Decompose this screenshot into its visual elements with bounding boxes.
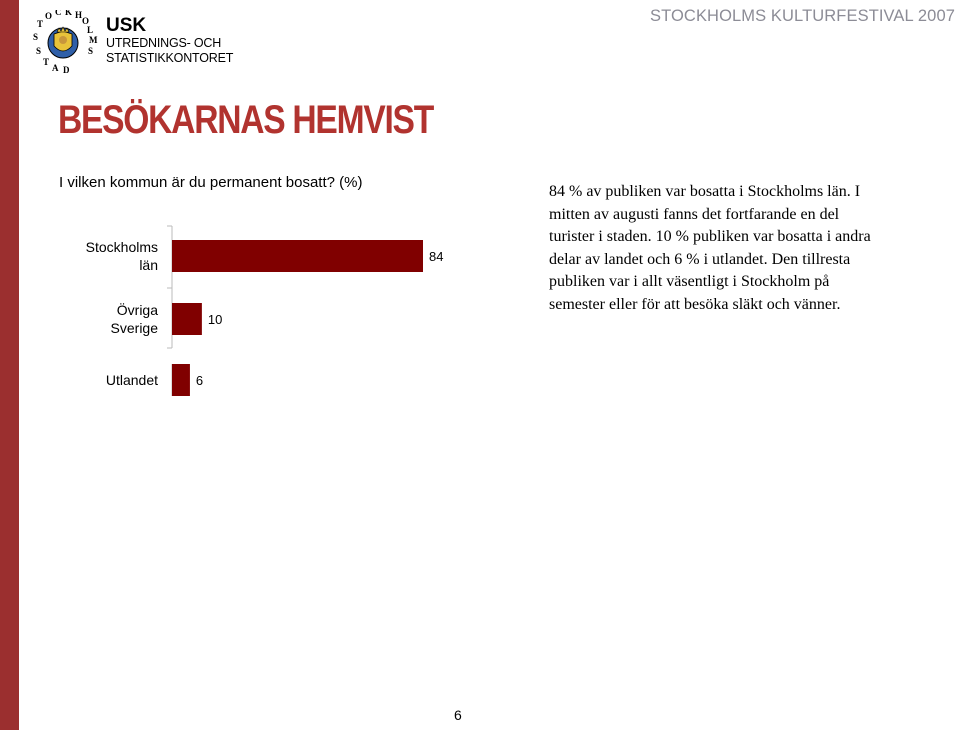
- bar-value-label-0: 84: [429, 249, 444, 264]
- chart-question: I vilken kommun är du permanent bosatt? (%): [59, 174, 363, 191]
- svg-text:D: D: [63, 65, 70, 75]
- org-line-1: UTREDNINGS- OCH: [106, 36, 222, 50]
- category-label-0-1: län: [139, 257, 158, 273]
- bar-value-label-1: 10: [207, 312, 223, 327]
- svg-text:M: M: [89, 35, 98, 45]
- festival-header: STOCKHOLMS KULTURFESTIVAL 2007: [650, 7, 955, 25]
- page-number: 6: [454, 707, 462, 723]
- svg-text:A: A: [52, 63, 59, 73]
- svg-text:H: H: [75, 10, 83, 20]
- org-line-2: STATISTIKKONTORET: [106, 51, 234, 65]
- svg-text:O: O: [82, 16, 90, 26]
- side-accent-bar: [0, 0, 19, 730]
- category-label-1-0: Övriga: [116, 302, 158, 318]
- org-abbreviation: USK: [106, 15, 147, 36]
- residence-bar-chart: [60, 218, 460, 418]
- category-label-1-1: Sverige: [110, 320, 158, 336]
- stockholm-city-seal-logo: [28, 10, 98, 76]
- svg-text:S: S: [88, 46, 94, 56]
- svg-text:C: C: [55, 10, 62, 17]
- svg-text:T: T: [37, 19, 44, 29]
- category-label-2-0: Utlandet: [105, 372, 158, 388]
- bar-value-label-2: 6: [195, 373, 204, 388]
- page-title: BESÖKARNAS HEMVIST: [58, 98, 433, 142]
- svg-text:O: O: [45, 11, 53, 21]
- svg-text:T: T: [43, 57, 50, 67]
- category-label-0-0: Stockholms: [85, 239, 158, 255]
- svg-text:S: S: [36, 46, 42, 56]
- bar-1: [172, 303, 202, 335]
- svg-text:L: L: [87, 25, 94, 35]
- svg-text:S: S: [33, 32, 39, 42]
- org-name: [106, 16, 233, 66]
- bar-2: [172, 364, 190, 396]
- svg-text:K: K: [65, 10, 73, 17]
- bar-0: [172, 240, 423, 272]
- description-text: 84 % av publiken var bosatta i Stockholms län. I mitten av augusti fanns det fortfarande en del turister i staden. 10 % publiken var bosatta i andra delar av landet och 6 % i utlandet. Den tillresta publiken var i allt väsentligt i Stockholm på semester eller för att besöka släkt och vänner.: [549, 183, 871, 313]
